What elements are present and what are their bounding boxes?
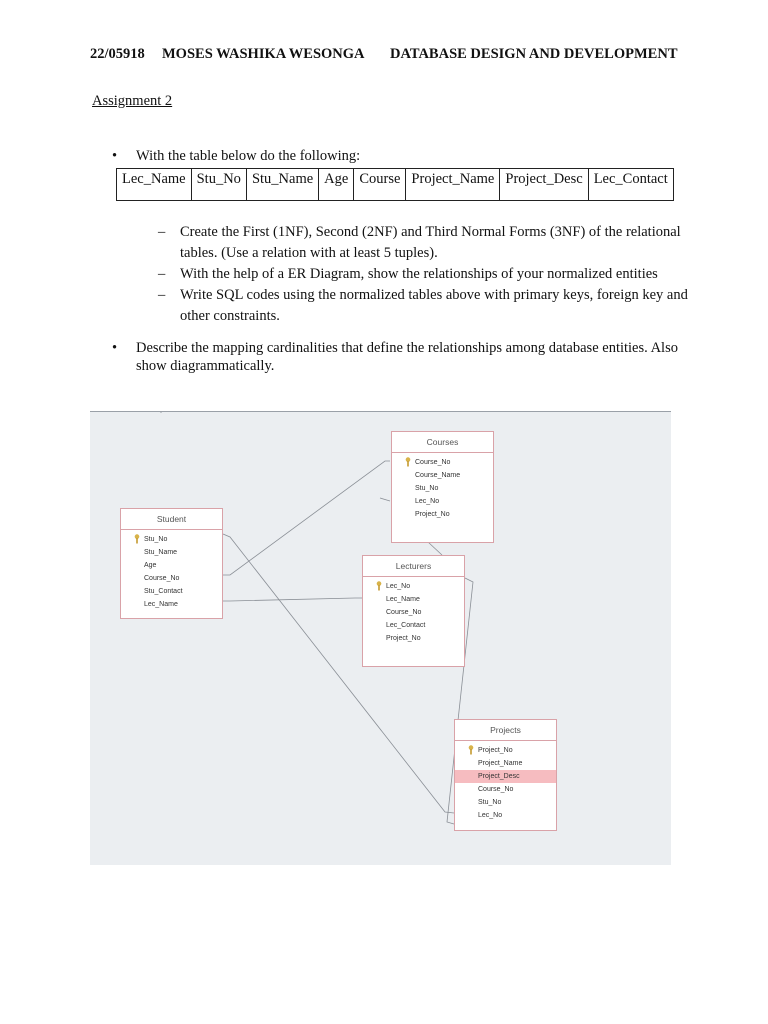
- entity-field: Stu_Name: [144, 549, 178, 556]
- entity-field: Project_No: [386, 635, 421, 642]
- student-id: 22/05918: [90, 46, 145, 62]
- key-icon: [468, 745, 474, 755]
- dash-icon: –: [158, 224, 166, 240]
- entity-field: Lec_Contact: [386, 622, 426, 629]
- entity-field: Stu_No: [415, 485, 439, 492]
- key-icon: [405, 457, 411, 467]
- list-item: [158, 285, 698, 327]
- entity-field: Course_Name: [415, 472, 461, 479]
- table-cell: Stu_No: [191, 169, 246, 201]
- table-cell: Stu_Name: [246, 169, 318, 201]
- entity-field: Lec_Name: [144, 601, 178, 608]
- task-two: [112, 339, 712, 375]
- relationship-line: [428, 542, 442, 555]
- bullet-icon: •: [112, 340, 118, 356]
- entity-student[interactable]: [120, 508, 223, 619]
- student-name: MOSES WASHIKA WESONGA: [162, 46, 365, 62]
- entity-field: Project_No: [415, 511, 450, 518]
- list-item: [158, 264, 698, 285]
- assignment-title: Assignment 2: [92, 93, 173, 109]
- bullet-icon: •: [112, 148, 118, 164]
- entity-field: Stu_No: [121, 533, 222, 546]
- table-cell: Course: [354, 169, 406, 201]
- entity-field: Lec_Name: [386, 596, 420, 603]
- task-text: Write SQL codes using the normalized tables above with primary keys, foreign key and other constraints.: [180, 287, 688, 324]
- list-item: [158, 222, 698, 264]
- table-row: [117, 169, 674, 201]
- entity-courses[interactable]: [391, 431, 494, 543]
- entity-field: Lec_No: [478, 812, 503, 819]
- table-cell: Project_Name: [406, 169, 500, 201]
- entity-field: Project_No: [455, 744, 556, 757]
- entity-title: Student: [121, 509, 222, 530]
- entity-field-selected[interactable]: Project_Desc: [455, 770, 556, 783]
- entity-field: Project_Name: [478, 760, 523, 767]
- relationship-line: [380, 498, 390, 501]
- entity-field: Stu_No: [478, 799, 502, 806]
- entity-field: Course_No: [386, 609, 422, 616]
- entity-title: Courses: [392, 432, 493, 453]
- table-cell: Age: [319, 169, 354, 201]
- key-icon: [376, 581, 382, 591]
- table-cell: Lec_Contact: [588, 169, 673, 201]
- entity-field: Course_No: [144, 575, 180, 582]
- entity-field: Course_No: [478, 786, 514, 793]
- entity-title: Lecturers: [363, 556, 464, 577]
- task-text: Create the First (1NF), Second (2NF) and Third Normal Forms (3NF) of the relational tables. (Use a relation with at least 5 tuples).: [180, 224, 681, 261]
- task-list: [158, 222, 698, 327]
- key-icon: [134, 534, 140, 544]
- task-text: With the help of a ER Diagram, show the relationships of your normalized entities: [180, 266, 658, 282]
- entity-projects[interactable]: [454, 719, 557, 831]
- er-diagram: [90, 411, 671, 865]
- entity-field: Lec_No: [415, 498, 440, 505]
- table-cell: Lec_Name: [117, 169, 192, 201]
- course-title: DATABASE DESIGN AND DEVELOPMENT: [390, 46, 678, 62]
- entity-field: Lec_No: [363, 580, 464, 593]
- task-intro-text: With the table below do the following:: [136, 148, 361, 164]
- dash-icon: –: [158, 266, 166, 282]
- entity-field: Stu_Contact: [144, 588, 183, 595]
- task-two-text: Describe the mapping cardinalities that define the relationships among database entities. Also show diagrammatically.: [136, 340, 678, 374]
- document-header: [90, 46, 730, 63]
- attributes-table: [116, 168, 674, 201]
- entity-field: Course_No: [392, 456, 493, 469]
- entity-field: Age: [144, 562, 157, 569]
- dash-icon: –: [158, 287, 166, 303]
- table-cell: Project_Desc: [500, 169, 588, 201]
- entity-title: Projects: [455, 720, 556, 741]
- relationship-line: [223, 598, 362, 601]
- entity-lecturers[interactable]: [362, 555, 465, 667]
- task-intro: [112, 148, 360, 165]
